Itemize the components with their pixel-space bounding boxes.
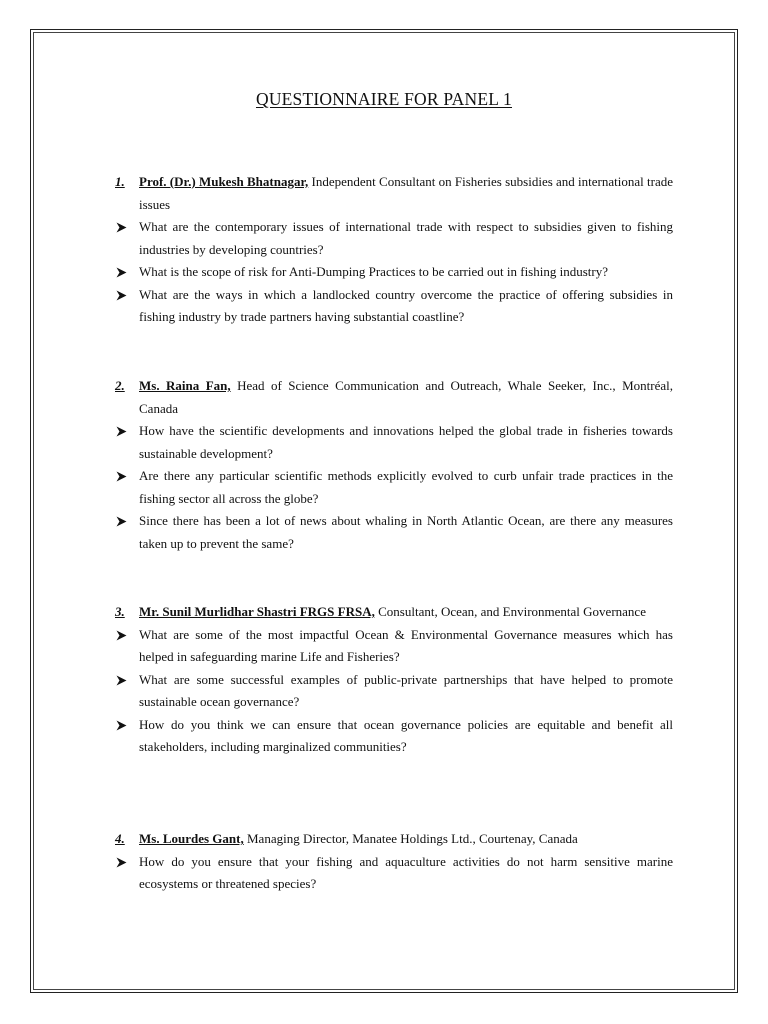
- speaker-name: Mr. Sunil Murlidhar Shastri FRGS FRSA,: [139, 604, 375, 619]
- question-text: How do you think we can ensure that ocean governance policies are equitable and benefit all stakeholders, including marginalized communities?: [139, 716, 673, 754]
- question-text: What are the ways in which a landlocked country overcome the practice of offering subsidies in fishing industry by trade partners having substantial coastline?: [139, 286, 673, 324]
- arrowhead-bullet-icon: [115, 261, 129, 283]
- speaker-description: Consultant, Ocean, and Environmental Governance: [378, 604, 646, 619]
- question-item: [115, 669, 673, 714]
- speaker-number: 4.: [115, 831, 125, 846]
- question-item: [115, 420, 673, 465]
- question-text: How have the scientific developments and innovations helped the global trade in fisheries towards sustainable development?: [139, 423, 673, 461]
- speaker-name: Ms. Raina Fan,: [139, 378, 231, 393]
- speaker-description: Managing Director, Manatee Holdings Ltd., Courtenay, Canada: [246, 831, 578, 846]
- arrowhead-bullet-icon: [115, 510, 129, 532]
- speaker-name: Prof. (Dr.) Mukesh Bhatnagar,: [139, 174, 309, 189]
- speaker-number: 1.: [115, 174, 125, 189]
- question-item: [115, 624, 673, 669]
- speaker-description: Independent Consultant on Fisheries subsidies and international trade issues: [139, 174, 673, 212]
- arrowhead-bullet-icon: [115, 284, 129, 306]
- arrowhead-bullet-icon: [115, 624, 129, 646]
- speaker-description: Head of Science Communication and Outreach, Whale Seeker, Inc., Montréal, Canada: [139, 378, 673, 416]
- speaker-section-4: [115, 828, 673, 896]
- question-item: [115, 284, 673, 329]
- arrowhead-bullet-icon: [115, 669, 129, 691]
- speaker-name: Ms. Lourdes Gant,: [139, 831, 244, 846]
- speaker-section-1: [115, 171, 673, 329]
- arrowhead-bullet-icon: [115, 851, 129, 873]
- question-text: Since there has been a lot of news about whaling in North Atlantic Ocean, are there any measures taken up to prevent the same?: [139, 513, 673, 551]
- speaker-section-3: [115, 601, 673, 759]
- speaker-entry: [115, 171, 673, 216]
- question-text: What is the scope of risk for Anti-Dumping Practices to be carried out in fishing industry?: [139, 264, 608, 279]
- question-item: [115, 261, 673, 284]
- arrowhead-bullet-icon: [115, 216, 129, 238]
- question-text: What are some successful examples of public-private partnerships that have helped to promote sustainable ocean governance?: [139, 671, 673, 709]
- arrowhead-bullet-icon: [115, 714, 129, 736]
- question-item: [115, 465, 673, 510]
- speaker-entry: [115, 601, 673, 624]
- question-text: Are there any particular scientific methods explicitly evolved to curb unfair trade practices in the fishing sector all across the globe?: [139, 468, 673, 506]
- speaker-number: 2.: [115, 378, 125, 393]
- question-item: [115, 714, 673, 759]
- question-text: What are the contemporary issues of international trade with respect to subsidies given to fishing industries by developing countries?: [139, 219, 673, 257]
- page-title: QUESTIONNAIRE FOR PANEL 1: [255, 89, 512, 109]
- question-text: What are some of the most impactful Ocean & Environmental Governance measures which has helped in safeguarding marine Life and Fisheries?: [139, 626, 673, 664]
- speaker-number: 3.: [115, 604, 125, 619]
- question-text: How do you ensure that your fishing and aquaculture activities do not harm sensitive marine ecosystems or threatened species?: [139, 853, 673, 891]
- speaker-entry: [115, 375, 673, 420]
- question-item: [115, 851, 673, 896]
- arrowhead-bullet-icon: [115, 420, 129, 442]
- speaker-section-2: [115, 375, 673, 555]
- question-item: [115, 510, 673, 555]
- arrowhead-bullet-icon: [115, 465, 129, 487]
- question-item: [115, 216, 673, 261]
- speaker-entry: [115, 828, 673, 851]
